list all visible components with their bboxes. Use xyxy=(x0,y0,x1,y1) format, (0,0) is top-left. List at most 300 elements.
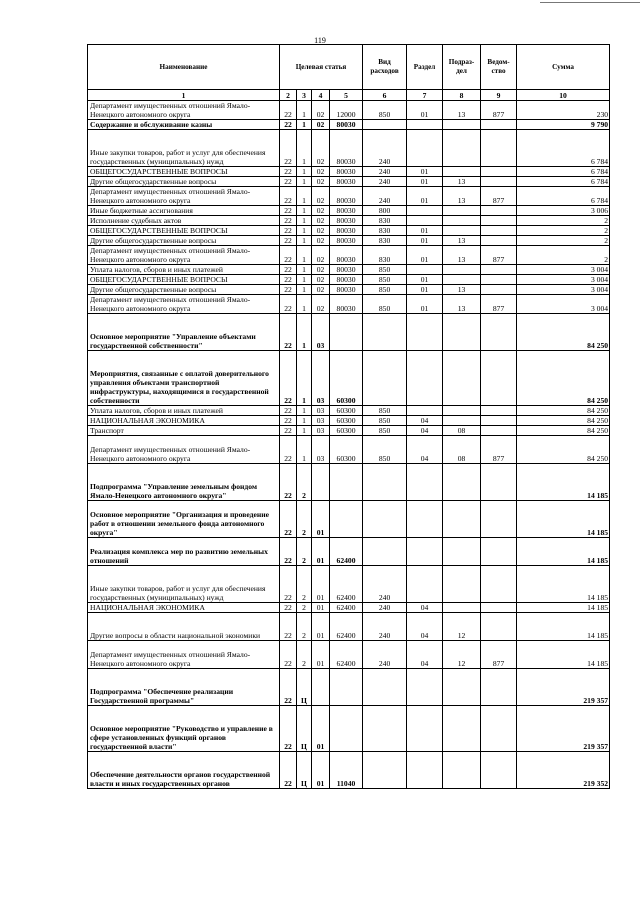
col-number: 2 xyxy=(280,90,297,101)
subsection xyxy=(443,275,481,285)
expense-type: 240 xyxy=(363,130,407,167)
target-code-direction xyxy=(330,706,363,752)
target-code-direction: 80030 xyxy=(330,285,363,295)
expense-type xyxy=(363,669,407,706)
target-code-event: 02 xyxy=(312,265,330,275)
header-summa: Сумма xyxy=(517,45,610,90)
subsection xyxy=(443,501,481,538)
row-name: Другие вопросы в области национальной экономики xyxy=(88,613,280,641)
amount: 84 250 xyxy=(517,351,610,406)
target-code-program: 22 xyxy=(280,351,297,406)
expense-type: 850 xyxy=(363,285,407,295)
target-code-program: 22 xyxy=(280,603,297,613)
expense-type: 240 xyxy=(363,603,407,613)
subsection: 13 xyxy=(443,187,481,206)
table-row xyxy=(88,236,610,246)
department-code xyxy=(481,226,517,236)
budget-table xyxy=(87,44,610,789)
department-code xyxy=(481,130,517,167)
target-code-event: 02 xyxy=(312,130,330,167)
col-number: 9 xyxy=(481,90,517,101)
row-name: Департамент имущественных отношений Ямало-Ненецкого автономного округа xyxy=(88,641,280,669)
target-code-subprogram: 1 xyxy=(297,246,312,265)
section: 01 xyxy=(407,285,443,295)
table-row xyxy=(88,752,610,789)
table-row xyxy=(88,285,610,295)
department-code xyxy=(481,216,517,226)
target-code-event: 01 xyxy=(312,613,330,641)
section xyxy=(407,706,443,752)
target-code-direction: 60300 xyxy=(330,416,363,426)
target-code-event: 02 xyxy=(312,167,330,177)
table-row xyxy=(88,406,610,416)
row-name: Департамент имущественных отношений Ямало-Ненецкого автономного округа xyxy=(88,436,280,464)
target-code-subprogram: 1 xyxy=(297,314,312,351)
target-code-program: 22 xyxy=(280,177,297,187)
department-code xyxy=(481,177,517,187)
subsection xyxy=(443,406,481,416)
target-code-program: 22 xyxy=(280,426,297,436)
target-code-direction: 60300 xyxy=(330,426,363,436)
section xyxy=(407,406,443,416)
expense-type: 850 xyxy=(363,265,407,275)
department-code xyxy=(481,501,517,538)
target-code-program: 22 xyxy=(280,538,297,566)
row-name: Другие общегосударственные вопросы xyxy=(88,177,280,187)
col-number: 3 xyxy=(297,90,312,101)
table-row xyxy=(88,351,610,406)
subsection xyxy=(443,706,481,752)
target-code-direction: 80030 xyxy=(330,120,363,130)
expense-type: 830 xyxy=(363,236,407,246)
expense-type: 240 xyxy=(363,167,407,177)
target-code-subprogram: 1 xyxy=(297,130,312,167)
amount: 6 784 xyxy=(517,167,610,177)
target-code-event: 01 xyxy=(312,641,330,669)
table-row xyxy=(88,613,610,641)
target-code-direction: 60300 xyxy=(330,436,363,464)
amount: 219 357 xyxy=(517,706,610,752)
header-vedomstvo: Ведом-ство xyxy=(481,45,517,90)
target-code-event xyxy=(312,464,330,501)
department-code: 877 xyxy=(481,246,517,265)
subsection xyxy=(443,752,481,789)
target-code-event: 02 xyxy=(312,275,330,285)
section xyxy=(407,566,443,603)
target-code-event: 02 xyxy=(312,177,330,187)
department-code xyxy=(481,416,517,426)
target-code-program: 22 xyxy=(280,187,297,206)
column-number-row xyxy=(88,90,610,101)
subsection xyxy=(443,538,481,566)
department-code xyxy=(481,275,517,285)
subsection xyxy=(443,566,481,603)
target-code-subprogram: 1 xyxy=(297,236,312,246)
target-code-subprogram: Ц xyxy=(297,706,312,752)
target-code-event: 03 xyxy=(312,406,330,416)
department-code: 877 xyxy=(481,101,517,120)
subsection xyxy=(443,130,481,167)
table-row xyxy=(88,206,610,216)
department-code: 877 xyxy=(481,436,517,464)
department-code xyxy=(481,566,517,603)
target-code-subprogram: Ц xyxy=(297,752,312,789)
row-name: Иные бюджетные ассигнования xyxy=(88,206,280,216)
amount: 14 185 xyxy=(517,641,610,669)
target-code-direction: 80030 xyxy=(330,177,363,187)
department-code xyxy=(481,706,517,752)
department-code xyxy=(481,752,517,789)
target-code-program: 22 xyxy=(280,226,297,236)
row-name: Другие общегосударственные вопросы xyxy=(88,236,280,246)
target-code-subprogram: 1 xyxy=(297,216,312,226)
subsection: 12 xyxy=(443,613,481,641)
target-code-event: 02 xyxy=(312,226,330,236)
row-name: Основное мероприятие "Руководство и управление в сфере установленных функций органов государственной власти" xyxy=(88,706,280,752)
expense-type: 240 xyxy=(363,566,407,603)
amount: 6 784 xyxy=(517,187,610,206)
target-code-subprogram: 1 xyxy=(297,120,312,130)
target-code-direction: 80030 xyxy=(330,246,363,265)
row-name: НАЦИОНАЛЬНАЯ ЭКОНОМИКА xyxy=(88,603,280,613)
section: 01 xyxy=(407,226,443,236)
subsection xyxy=(443,265,481,275)
col-number: 5 xyxy=(330,90,363,101)
table-row xyxy=(88,130,610,167)
col-number: 10 xyxy=(517,90,610,101)
subsection: 13 xyxy=(443,295,481,314)
target-code-direction: 60300 xyxy=(330,351,363,406)
department-code: 877 xyxy=(481,295,517,314)
amount: 84 250 xyxy=(517,406,610,416)
target-code-subprogram: Ц xyxy=(297,669,312,706)
target-code-event: 03 xyxy=(312,426,330,436)
department-code xyxy=(481,265,517,275)
row-name: НАЦИОНАЛЬНАЯ ЭКОНОМИКА xyxy=(88,416,280,426)
table-row xyxy=(88,641,610,669)
subsection: 12 xyxy=(443,641,481,669)
department-code xyxy=(481,285,517,295)
section xyxy=(407,752,443,789)
section: 01 xyxy=(407,295,443,314)
department-code xyxy=(481,603,517,613)
expense-type: 850 xyxy=(363,101,407,120)
department-code: 877 xyxy=(481,187,517,206)
target-code-event: 03 xyxy=(312,351,330,406)
expense-type: 830 xyxy=(363,246,407,265)
department-code xyxy=(481,406,517,416)
subsection xyxy=(443,120,481,130)
table-row xyxy=(88,426,610,436)
row-name: Иные закупки товаров, работ и услуг для обеспечения государственных (муниципальных) нужд xyxy=(88,566,280,603)
target-code-program: 22 xyxy=(280,246,297,265)
table-row xyxy=(88,226,610,236)
amount: 9 790 xyxy=(517,120,610,130)
target-code-event: 02 xyxy=(312,101,330,120)
target-code-program: 22 xyxy=(280,613,297,641)
target-code-program: 22 xyxy=(280,167,297,177)
amount: 3 004 xyxy=(517,285,610,295)
target-code-event: 02 xyxy=(312,285,330,295)
table-row xyxy=(88,464,610,501)
table-row xyxy=(88,120,610,130)
row-name: Транспорт xyxy=(88,426,280,436)
target-code-direction: 80030 xyxy=(330,216,363,226)
row-name: Обеспечение деятельности органов государственной власти и иных государственных органов xyxy=(88,752,280,789)
expense-type: 850 xyxy=(363,436,407,464)
target-code-subprogram: 2 xyxy=(297,603,312,613)
table-row xyxy=(88,295,610,314)
target-code-subprogram: 1 xyxy=(297,275,312,285)
amount: 219 357 xyxy=(517,669,610,706)
target-code-direction: 80030 xyxy=(330,226,363,236)
target-code-program: 22 xyxy=(280,236,297,246)
target-code-direction: 80030 xyxy=(330,187,363,206)
target-code-event xyxy=(312,669,330,706)
target-code-program: 22 xyxy=(280,265,297,275)
target-code-program: 22 xyxy=(280,101,297,120)
section: 04 xyxy=(407,613,443,641)
amount: 14 185 xyxy=(517,464,610,501)
section: 04 xyxy=(407,426,443,436)
target-code-event: 01 xyxy=(312,706,330,752)
section xyxy=(407,314,443,351)
target-code-event: 03 xyxy=(312,416,330,426)
subsection xyxy=(443,351,481,406)
target-code-subprogram: 1 xyxy=(297,206,312,216)
target-code-program: 22 xyxy=(280,436,297,464)
target-code-event: 02 xyxy=(312,206,330,216)
expense-type xyxy=(363,538,407,566)
section xyxy=(407,538,443,566)
table-row xyxy=(88,706,610,752)
target-code-program: 22 xyxy=(280,295,297,314)
target-code-event: 01 xyxy=(312,538,330,566)
amount: 84 250 xyxy=(517,426,610,436)
target-code-subprogram: 1 xyxy=(297,351,312,406)
target-code-program: 22 xyxy=(280,206,297,216)
table-row xyxy=(88,216,610,226)
row-name: Департамент имущественных отношений Ямало-Ненецкого автономного округа xyxy=(88,246,280,265)
target-code-program: 22 xyxy=(280,416,297,426)
table-row xyxy=(88,177,610,187)
row-name: ОБЩЕГОСУДАРСТВЕННЫЕ ВОПРОСЫ xyxy=(88,167,280,177)
target-code-program: 22 xyxy=(280,669,297,706)
target-code-program: 22 xyxy=(280,752,297,789)
amount: 2 xyxy=(517,216,610,226)
target-code-direction: 62400 xyxy=(330,538,363,566)
target-code-direction: 80030 xyxy=(330,206,363,216)
subsection: 13 xyxy=(443,285,481,295)
target-code-subprogram: 1 xyxy=(297,295,312,314)
amount: 14 185 xyxy=(517,613,610,641)
expense-type: 850 xyxy=(363,416,407,426)
subsection xyxy=(443,669,481,706)
section: 01 xyxy=(407,101,443,120)
expense-type xyxy=(363,464,407,501)
section: 01 xyxy=(407,187,443,206)
row-name: ОБЩЕГОСУДАРСТВЕННЫЕ ВОПРОСЫ xyxy=(88,226,280,236)
section: 01 xyxy=(407,167,443,177)
table-row xyxy=(88,246,610,265)
row-name: Уплата налогов, сборов и иных платежей xyxy=(88,406,280,416)
amount: 3 006 xyxy=(517,206,610,216)
expense-type: 850 xyxy=(363,426,407,436)
amount: 230 xyxy=(517,101,610,120)
target-code-program: 22 xyxy=(280,406,297,416)
expense-type: 830 xyxy=(363,226,407,236)
target-code-subprogram: 2 xyxy=(297,464,312,501)
section: 04 xyxy=(407,416,443,426)
target-code-subprogram: 1 xyxy=(297,226,312,236)
amount: 6 784 xyxy=(517,130,610,167)
target-code-subprogram: 2 xyxy=(297,613,312,641)
table-row xyxy=(88,101,610,120)
target-code-event: 01 xyxy=(312,501,330,538)
header-name: Наименование xyxy=(88,45,280,90)
amount: 14 185 xyxy=(517,501,610,538)
amount: 2 xyxy=(517,226,610,236)
target-code-event: 03 xyxy=(312,436,330,464)
table-row xyxy=(88,436,610,464)
target-code-program: 22 xyxy=(280,566,297,603)
target-code-subprogram: 2 xyxy=(297,566,312,603)
section xyxy=(407,216,443,226)
subsection xyxy=(443,464,481,501)
target-code-direction xyxy=(330,464,363,501)
department-code xyxy=(481,464,517,501)
header-vid: Вид расходов xyxy=(363,45,407,90)
expense-type xyxy=(363,314,407,351)
row-name: Содержание и обслуживание казны xyxy=(88,120,280,130)
col-number: 6 xyxy=(363,90,407,101)
target-code-program: 22 xyxy=(280,120,297,130)
target-code-program: 22 xyxy=(280,706,297,752)
col-number: 8 xyxy=(443,90,481,101)
amount: 14 185 xyxy=(517,538,610,566)
target-code-subprogram: 1 xyxy=(297,265,312,275)
target-code-event: 02 xyxy=(312,246,330,265)
section: 01 xyxy=(407,275,443,285)
row-name: Другие общегосударственные вопросы xyxy=(88,285,280,295)
table-row xyxy=(88,416,610,426)
target-code-subprogram: 1 xyxy=(297,285,312,295)
department-code xyxy=(481,426,517,436)
table-row xyxy=(88,167,610,177)
row-name: Департамент имущественных отношений Ямало-Ненецкого автономного округа xyxy=(88,295,280,314)
target-code-direction: 12000 xyxy=(330,101,363,120)
row-name: Департамент имущественных отношений Ямало-Ненецкого автономного округа xyxy=(88,187,280,206)
header-row xyxy=(88,45,610,90)
row-name: Исполнение судебных актов xyxy=(88,216,280,226)
subsection xyxy=(443,416,481,426)
department-code xyxy=(481,206,517,216)
table-row xyxy=(88,275,610,285)
target-code-program: 22 xyxy=(280,275,297,285)
header-razdel: Раздел xyxy=(407,45,443,90)
target-code-subprogram: 1 xyxy=(297,187,312,206)
department-code xyxy=(481,236,517,246)
amount: 14 185 xyxy=(517,603,610,613)
col-number: 7 xyxy=(407,90,443,101)
row-name: Департамент имущественных отношений Ямало-Ненецкого автономного округа xyxy=(88,101,280,120)
header-podrazdel: Подраз-дел xyxy=(443,45,481,90)
section xyxy=(407,669,443,706)
table-row xyxy=(88,669,610,706)
table-row xyxy=(88,501,610,538)
target-code-program: 22 xyxy=(280,216,297,226)
table-row xyxy=(88,265,610,275)
section xyxy=(407,120,443,130)
department-code xyxy=(481,669,517,706)
amount: 3 004 xyxy=(517,275,610,285)
row-name: Подпрограмма "Управление земельным фондом Ямало-Ненецкого автономного округа" xyxy=(88,464,280,501)
row-name: Иные закупки товаров, работ и услуг для обеспечения государственных (муниципальных) нужд xyxy=(88,130,280,167)
top-edge-line xyxy=(540,2,640,3)
page-number: 119 xyxy=(314,36,326,45)
target-code-subprogram: 1 xyxy=(297,101,312,120)
target-code-event: 02 xyxy=(312,236,330,246)
target-code-program: 22 xyxy=(280,285,297,295)
expense-type: 240 xyxy=(363,641,407,669)
target-code-subprogram: 1 xyxy=(297,436,312,464)
target-code-direction: 80030 xyxy=(330,130,363,167)
target-code-event: 03 xyxy=(312,314,330,351)
target-code-direction: 80030 xyxy=(330,167,363,177)
expense-type: 830 xyxy=(363,216,407,226)
amount: 14 185 xyxy=(517,566,610,603)
section xyxy=(407,464,443,501)
table-row xyxy=(88,603,610,613)
target-code-event: 01 xyxy=(312,566,330,603)
subsection: 08 xyxy=(443,426,481,436)
target-code-program: 22 xyxy=(280,464,297,501)
row-name: Реализация комплекса мер по развитию земельных отношений xyxy=(88,538,280,566)
subsection xyxy=(443,167,481,177)
amount: 219 352 xyxy=(517,752,610,789)
header-target: Целевая статья xyxy=(280,45,363,90)
expense-type: 240 xyxy=(363,177,407,187)
target-code-direction: 80030 xyxy=(330,275,363,285)
target-code-subprogram: 1 xyxy=(297,416,312,426)
section xyxy=(407,351,443,406)
section xyxy=(407,265,443,275)
target-code-program: 22 xyxy=(280,130,297,167)
target-code-program: 22 xyxy=(280,501,297,538)
target-code-subprogram: 1 xyxy=(297,167,312,177)
table-row xyxy=(88,538,610,566)
subsection xyxy=(443,314,481,351)
expense-type: 850 xyxy=(363,406,407,416)
expense-type: 850 xyxy=(363,295,407,314)
target-code-program: 22 xyxy=(280,314,297,351)
subsection: 13 xyxy=(443,246,481,265)
row-name: ОБЩЕГОСУДАРСТВЕННЫЕ ВОПРОСЫ xyxy=(88,275,280,285)
section: 01 xyxy=(407,177,443,187)
subsection: 13 xyxy=(443,177,481,187)
subsection: 13 xyxy=(443,101,481,120)
expense-type xyxy=(363,706,407,752)
section: 04 xyxy=(407,641,443,669)
expense-type xyxy=(363,752,407,789)
col-number: 1 xyxy=(88,90,280,101)
section: 04 xyxy=(407,603,443,613)
target-code-direction: 80030 xyxy=(330,265,363,275)
amount: 3 004 xyxy=(517,295,610,314)
target-code-direction xyxy=(330,669,363,706)
target-code-event: 01 xyxy=(312,752,330,789)
amount: 84 250 xyxy=(517,436,610,464)
